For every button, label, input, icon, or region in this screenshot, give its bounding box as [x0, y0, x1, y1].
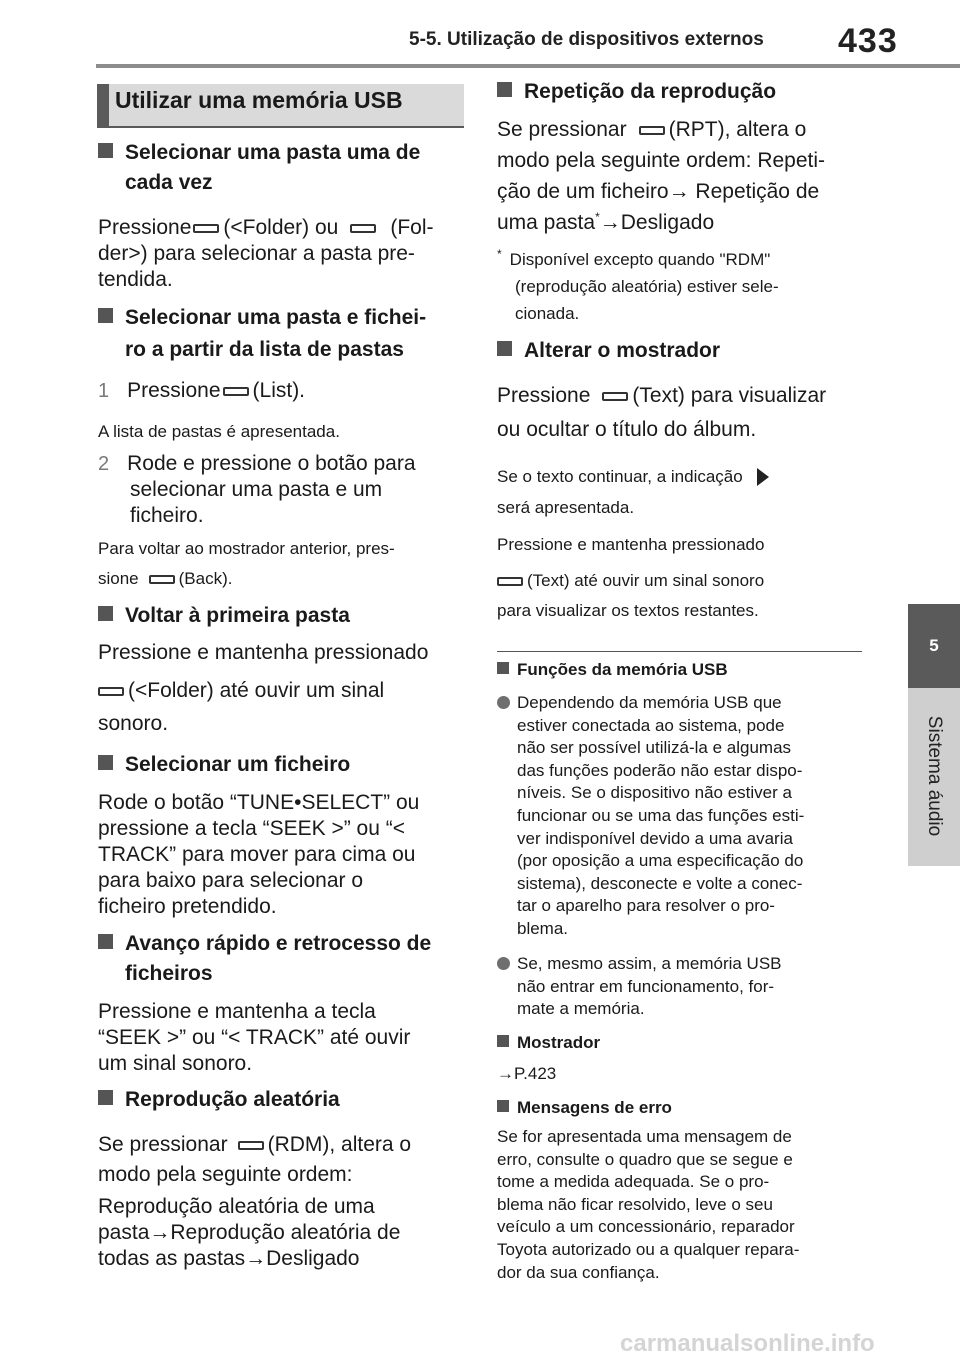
note-line: Para voltar ao mostrador anterior, pres- [98, 539, 395, 558]
paragraph-line: pasta→Reprodução aleatória de [98, 1221, 401, 1244]
footnote-line: (reprodução aleatória) estiver sele- [515, 277, 779, 296]
subheading-repeat: Repetição da reprodução [497, 80, 776, 104]
paragraph-line: ção de um ficheiro→ Repetição de [497, 180, 820, 203]
button-icon [98, 687, 124, 696]
section-title: Utilizar uma memória USB [115, 87, 403, 113]
square-bullet-icon [98, 1090, 113, 1105]
paragraph-line: Pressione (<Folder) ou (Fol- [98, 216, 434, 239]
subheading-folder-list: Selecionar uma pasta e fichei- [98, 306, 426, 330]
page-reference[interactable]: →P.423 [497, 1064, 557, 1083]
subheading-random: Reprodução aleatória [98, 1088, 340, 1112]
header-rule [96, 64, 960, 68]
button-icon [602, 392, 628, 401]
note-line: sione (Back). [98, 569, 233, 588]
paragraph-line: Rode o botão “TUNE•SELECT” ou [98, 791, 420, 814]
round-bullet-icon [497, 696, 510, 709]
button-icon [639, 126, 665, 135]
arrow-icon: → [497, 1064, 514, 1083]
text-line: ver indisponível devido a uma avaria [517, 828, 793, 848]
square-bullet-icon [98, 143, 113, 158]
text-line: Dependendo da memória USB que [517, 693, 782, 712]
text-line: Toyota autorizado ou a qualquer repara- [497, 1239, 800, 1259]
square-bullet-icon [98, 308, 113, 323]
subheading-cont: ro a partir da lista de pastas [125, 338, 404, 361]
divider [497, 651, 862, 652]
button-icon [149, 575, 175, 584]
paragraph-line: Se pressionar (RPT), altera o [497, 118, 807, 141]
square-bullet-icon [497, 82, 512, 97]
note-line: Pressione e mantenha pressionado [497, 535, 765, 554]
paragraph-line: TRACK” para mover para cima ou [98, 843, 416, 866]
watermark: carmanualsonline.info [620, 1330, 875, 1357]
paragraph-line: Reprodução aleatória de uma [98, 1195, 375, 1218]
arrow-icon: → [149, 1221, 171, 1244]
paragraph-line: “SEEK >” ou “< TRACK” até ouvir [98, 1026, 411, 1049]
square-bullet-icon [497, 1035, 509, 1047]
step-2-line: ficheiro. [130, 504, 204, 527]
paragraph-line: um sinal sonoro. [98, 1052, 253, 1075]
tip-heading-display: Mostrador [497, 1033, 600, 1053]
step-1: 1 Pressione (List). [98, 379, 306, 402]
square-bullet-icon [497, 662, 509, 674]
text-line: níveis. Se o dispositivo não estiver a [517, 783, 792, 803]
button-icon [223, 387, 249, 396]
arrow-icon: → [599, 211, 621, 234]
button-icon [193, 224, 219, 233]
text-line: blema. [517, 918, 569, 938]
arrow-icon: → [668, 180, 690, 203]
subheading-select-folder: Selecionar uma pasta uma de [98, 141, 420, 165]
tip-heading-errors: Mensagens de erro [497, 1098, 672, 1118]
paragraph-line: para baixo para selecionar o [98, 869, 364, 892]
text-line: funcionar ou se uma das funções esti- [517, 805, 805, 825]
chapter-number-tab: 5 [908, 604, 960, 688]
text-line: das funções poderão não estar dispo- [517, 760, 803, 780]
paragraph-line: (<Folder) até ouvir um sinal [98, 679, 384, 703]
subheading-first-folder: Voltar à primeira pasta [98, 604, 350, 628]
button-icon [350, 224, 376, 233]
text-line: Se for apresentada uma mensagem de [497, 1127, 792, 1146]
paragraph-line: tendida. [98, 268, 173, 291]
subheading-fast-forward: Avanço rápido e retrocesso de [98, 932, 431, 956]
paragraph-line: modo pela seguinte ordem: [98, 1163, 353, 1186]
running-header: 5-5. Utilização de dispositivos externos [409, 29, 764, 50]
error-paragraph [497, 1126, 799, 1284]
tip-heading-usb: Funções da memória USB [497, 660, 728, 680]
continue-indicator-icon [757, 468, 769, 486]
paragraph-line: sonoro. [98, 712, 169, 735]
text-line: mate a memória. [517, 999, 645, 1019]
square-bullet-icon [497, 1100, 509, 1112]
text-line: estiver conectada ao sistema, pode [517, 715, 785, 735]
subheading-cont: cada vez [125, 171, 213, 194]
text-line: não ser possível utilizá-la e algumas [517, 738, 792, 758]
text-line: dor da sua confiança. [497, 1262, 660, 1282]
text-line: sistema), desconecte e volte a conec- [517, 873, 803, 893]
paragraph-line: der>) para selecionar a pasta pre- [98, 242, 415, 265]
arrow-icon: → [245, 1247, 267, 1270]
paragraph-line: Pressione (Text) para visualizar [497, 384, 827, 407]
round-bullet-icon [497, 957, 510, 970]
footnote-line: cionada. [515, 304, 580, 323]
step-2-line: selecionar uma pasta e um [130, 478, 383, 501]
note-line: será apresentada. [497, 498, 635, 517]
paragraph-line: modo pela seguinte ordem: Repeti- [497, 149, 826, 172]
square-bullet-icon [497, 341, 512, 356]
paragraph-line: todas as pastas→Desligado [98, 1247, 360, 1270]
text-line: tar o aparelho para resolver o pro- [517, 896, 775, 916]
button-icon [497, 577, 523, 586]
subheading-cont: ficheiros [125, 962, 213, 985]
paragraph-line: uma pasta*→Desligado [497, 210, 715, 234]
square-bullet-icon [98, 606, 113, 621]
chapter-label: Sistema áudio [924, 715, 945, 837]
footnote-line: * Disponível excepto quando "RDM" [497, 247, 771, 269]
paragraph-line: Pressione e mantenha a tecla [98, 1000, 376, 1023]
text-line: (por oposição a uma especificação do [517, 851, 804, 871]
note-line: (Text) até ouvir um sinal sonoro [497, 571, 764, 591]
subheading-display: Alterar o mostrador [497, 339, 720, 363]
square-bullet-icon [98, 934, 113, 949]
text-line: veículo a um concessionário, reparador [497, 1217, 795, 1237]
square-bullet-icon [98, 755, 113, 770]
note-line: para visualizar os textos restantes. [497, 601, 759, 620]
text-line: erro, consulte o quadro que se segue e [497, 1149, 793, 1169]
text-line: blema não ficar resolvido, leve o seu [497, 1194, 773, 1214]
subheading-select-file: Selecionar um ficheiro [98, 753, 350, 777]
page-number: 433 [838, 22, 898, 60]
paragraph-line: pressione a tecla “SEEK >” ou “< [98, 817, 405, 840]
text-line: Se, mesmo assim, a memória USB [517, 954, 782, 973]
paragraph-line: ficheiro pretendido. [98, 895, 277, 918]
paragraph-line: Se pressionar (RDM), altera o [98, 1133, 412, 1156]
bullet-text [517, 692, 804, 941]
paragraph-line: Pressione e mantenha pressionado [98, 641, 429, 664]
step-2: 2 Rode e pressione o botão para [98, 452, 416, 475]
paragraph-line: ou ocultar o título do álbum. [497, 418, 757, 441]
note-line: A lista de pastas é apresentada. [98, 422, 340, 441]
text-line: não entrar em funcionamento, for- [517, 976, 775, 996]
button-icon [238, 1141, 264, 1150]
bullet-text [517, 953, 782, 1021]
note-line: Se o texto continuar, a indicação [497, 467, 769, 487]
text-line: tome a medida adequada. Se o pro- [497, 1172, 770, 1192]
